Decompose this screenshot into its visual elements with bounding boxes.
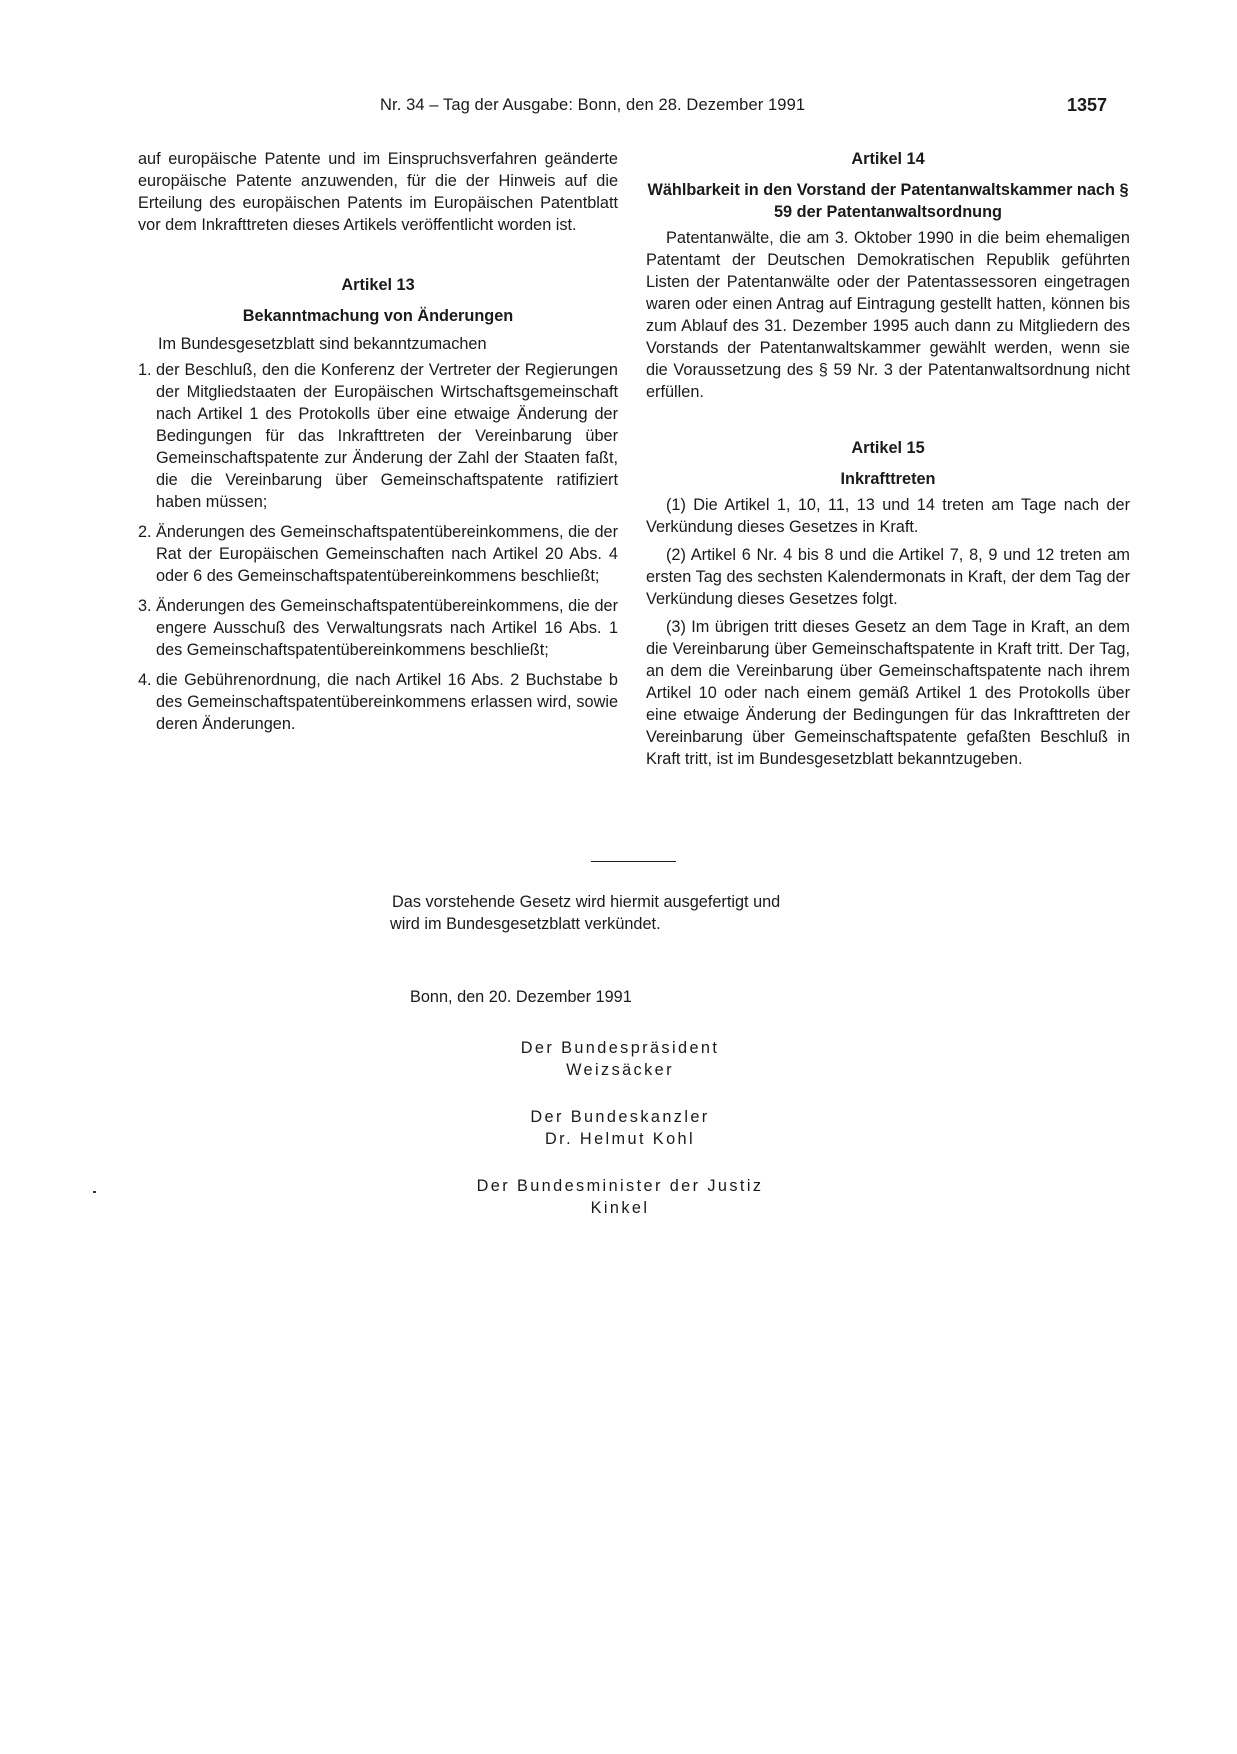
enactment-formula: [392, 891, 912, 935]
signatory-name: Dr. Helmut Kohl: [544, 1130, 695, 1148]
list-item-text: der Beschluß, den die Konferenz der Vertreter der Regierungen der Mitgliedstaaten der Europäischen Wirtschaftsgemeinschaft nach Artikel 1 des Protokolls über eine etwaige Änderung der Bedingungen für das Inkrafttreten der Vereinbarung über Gemeinschaftspatente zur Änderung der Zahl der Staaten faßt, die die Vereinbarung über Gemeinschaftspatente ratifiziert haben müssen;: [156, 361, 618, 511]
article-13-number: Artikel 13: [341, 276, 415, 294]
list-item: [138, 595, 618, 661]
section-divider: [591, 861, 676, 862]
article-14-title: Wählbarkeit in den Vorstand der Patentanwaltskammer nach § 59 der Patentanwaltsordnung: [647, 181, 1129, 221]
running-title: Nr. 34 – Tag der Ausgabe: Bonn, den 28. Dezember 1991: [380, 96, 806, 114]
list-item: [138, 669, 618, 735]
enactment-line-1: Das vorstehende Gesetz wird hiermit ausgefertigt und: [392, 893, 781, 911]
article-13-intro: Im Bundesgesetzblatt sind bekanntzumachen: [158, 335, 487, 353]
signatory-office: Der Bundespräsident: [520, 1039, 720, 1057]
article-13-list: [138, 359, 618, 735]
scan-speck: [93, 1191, 96, 1193]
continuation-paragraph: auf europäische Patente und im Einspruchsverfahren geänderte europäische Patente anzuwenden, für die der Hinweis auf die Erteilung des europäischen Patents im Europäischen Patentblatt vor dem Inkrafttreten dieses Artikels veröffentlicht worden ist.: [138, 150, 618, 234]
right-column: [646, 148, 1130, 776]
article-15-paragraph-3: (3) Im übrigen tritt dieses Gesetz an dem Tage in Kraft, an dem die Vereinbarung über Gemeinschaftspatente in Kraft tritt. Der Tag, an dem die Vereinbarung über Gemeinschaftspatente nach ihrem Artikel 10 oder nach einem gemäß Artikel 1 des Protokolls über eine etwaige Änderung der Bedingungen für das Inkrafttreten der Vereinbarung über Gemeinschaftspatente gefaßten Beschluß in Kraft tritt, ist im Bundesgesetzblatt bekanntzugeben.: [646, 618, 1130, 768]
list-item-text: Änderungen des Gemeinschaftspatentübereinkommens, die der engere Ausschuß des Verwaltungsrats nach Artikel 16 Abs. 1 des Gemeinschaftspatentübereinkommens beschließt;: [156, 597, 618, 659]
list-item-number: 4.: [138, 671, 152, 689]
signatory-office: Der Bundeskanzler: [530, 1108, 710, 1126]
signatory-name: Kinkel: [590, 1199, 650, 1217]
article-15-number: Artikel 15: [851, 439, 925, 457]
page-number: 1357: [1067, 95, 1108, 115]
article-14-number: Artikel 14: [851, 150, 925, 168]
signatory-name: Weizsäcker: [566, 1061, 674, 1079]
signatory-office: Der Bundesminister der Justiz: [476, 1177, 764, 1195]
signature-block: [380, 1037, 860, 1081]
article-15-paragraph-1: (1) Die Artikel 1, 10, 11, 13 und 14 treten am Tage nach der Verkündung dieses Gesetzes in Kraft.: [646, 496, 1130, 536]
list-item-text: die Gebührenordnung, die nach Artikel 16 Abs. 2 Buchstabe b des Gemeinschaftspatentübereinkommens erlassen wird, sowie deren Änderungen.: [156, 671, 618, 733]
list-item-number: 3.: [138, 597, 152, 615]
article-15-paragraph-2: (2) Artikel 6 Nr. 4 bis 8 und die Artikel 7, 8, 9 und 12 treten am ersten Tag des sechsten Kalendermonats in Kraft, der dem Tag der Verkündung dieses Gesetzes folgt.: [646, 546, 1130, 608]
list-item-number: 1.: [138, 361, 152, 379]
left-column: [138, 148, 618, 743]
signing-date: Bonn, den 20. Dezember 1991: [410, 988, 632, 1006]
article-13-title: Bekanntmachung von Änderungen: [242, 307, 514, 325]
list-item: [138, 521, 618, 587]
article-15-title: Inkrafttreten: [840, 470, 936, 488]
signature-block: [380, 1106, 860, 1150]
running-header: [0, 96, 1237, 122]
enactment-line-2: wird im Bundesgesetzblatt verkündet.: [390, 915, 661, 933]
list-item: [138, 359, 618, 513]
list-item-number: 2.: [138, 523, 152, 541]
list-item-text: Änderungen des Gemeinschaftspatentübereinkommens, die der Rat der Europäischen Gemeinschaften nach Artikel 20 Abs. 4 oder 6 des Gemeinschaftspatentübereinkommens beschließt;: [156, 523, 618, 585]
signature-block: [380, 1175, 860, 1219]
article-14-text: Patentanwälte, die am 3. Oktober 1990 in die beim ehemaligen Patentamt der Deutschen Demokratischen Republik geführten Listen der Patentanwälte oder der Patentassessoren eingetragen waren oder einen Antrag auf Eintragung gestellt hatten, können bis zum Ablauf des 31. Dezember 1995 auch dann zu Mitgliedern des Vorstands der Patentanwaltskammer gewählt werden, wenn sie die Voraussetzung des § 59 Nr. 3 der Patentanwaltsordnung nicht erfüllen.: [646, 229, 1130, 401]
